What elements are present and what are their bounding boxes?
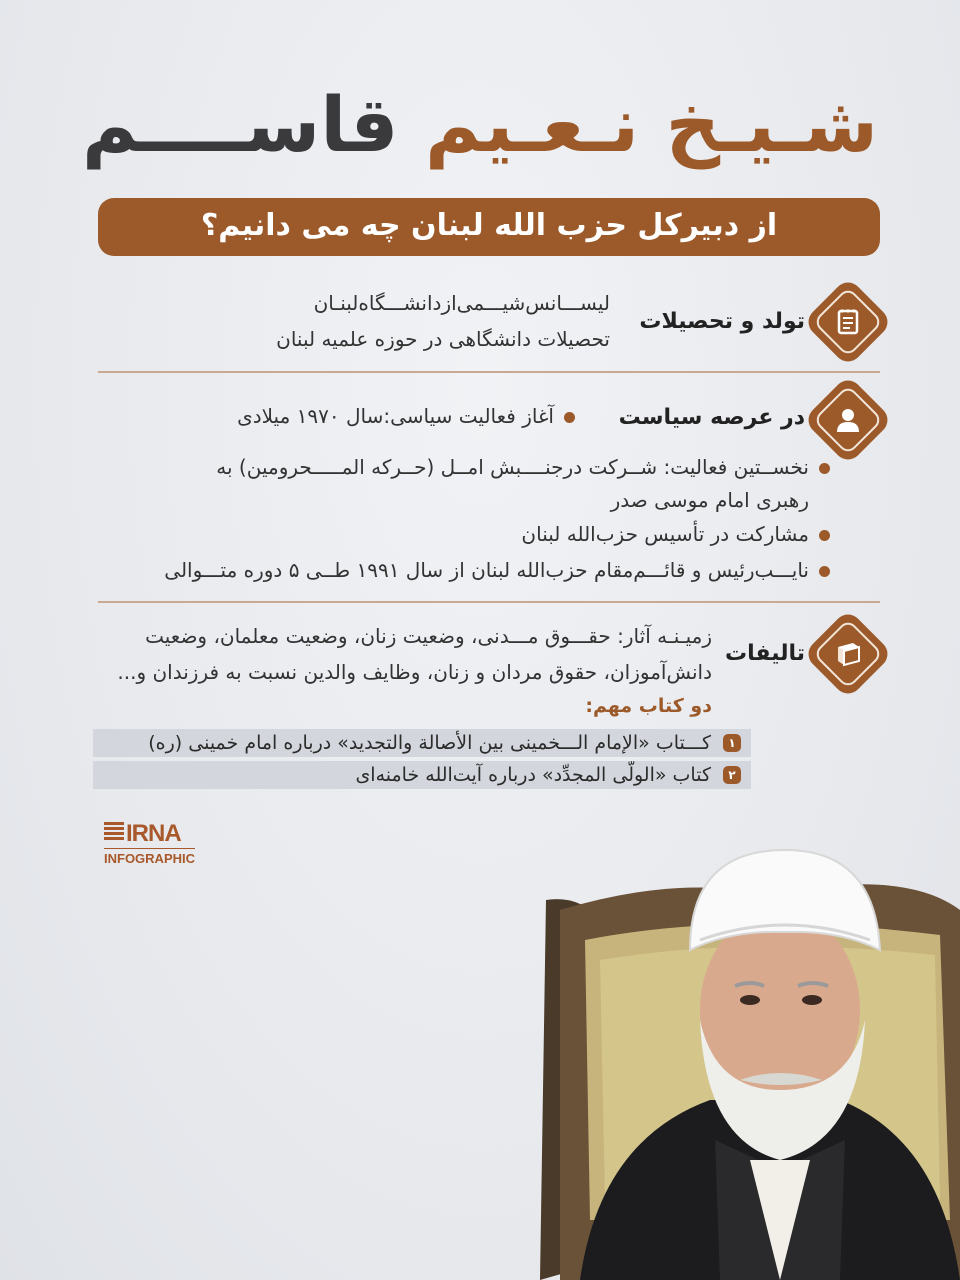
- divider: [98, 601, 880, 603]
- bullet-icon: [819, 463, 830, 474]
- politics-item-text: آغاز فعالیت سیاسی:سال ۱۹۷۰ میلادی: [237, 404, 554, 428]
- politics-item-continuation: رهبری امام موسی صدر: [610, 488, 809, 512]
- politics-item-text: نخســتین فعالیت: شــرکت درجنــــبش امــل (حــرکه المـــــحرومین) به: [216, 455, 809, 479]
- bullet-icon: [819, 530, 830, 541]
- writings-line-1: زمیـنـه آثار: حقـــوق مـــدنی، وضعیت زنان، وضعیت معلمان، وضعیت: [145, 624, 712, 648]
- user-icon: [803, 375, 894, 466]
- education-line-1: لیســـانس‌شیـــمی‌ازدانشـــگاه‌لبنـان: [313, 291, 610, 315]
- page-title: [80, 70, 880, 180]
- irna-logo: [104, 820, 214, 870]
- book-icon: [803, 609, 894, 700]
- education-line-2: تحصیلات دانشگاهی در حوزه علمیه لبنان: [276, 327, 610, 351]
- logo-mark-icon: [104, 822, 124, 844]
- politics-item-text: مشارکت در تأسیس حزب‌الله لبنان: [521, 522, 809, 546]
- logo-sub: INFOGRAPHIC: [104, 848, 195, 866]
- book-number: ۲: [723, 766, 741, 784]
- book-row: [93, 729, 751, 757]
- title-name: شـیـخ نـعـیم: [425, 80, 878, 169]
- section-title-education: تولد و تحصیلات: [639, 309, 805, 334]
- divider: [98, 371, 880, 373]
- books-heading: دو کتاب مهم:: [585, 695, 712, 717]
- section-title-writings: تالیفات: [725, 641, 805, 666]
- notebook-icon: [803, 277, 894, 368]
- politics-item: [164, 558, 830, 582]
- section-title-politics: در عرصه سیاست: [618, 405, 805, 430]
- writings-line-2: دانش‌آموزان، حقوق مردان و زنان، وظایف والدین نسبت به فرزندان و...: [117, 660, 712, 684]
- book-text: کتاب «الولّی المجدِّد» درباره آیت‌الله خامنه‌ای: [355, 764, 711, 786]
- politics-item: [216, 455, 830, 479]
- book-row: [93, 761, 751, 789]
- politics-item: [521, 522, 830, 546]
- portrait-photo: [540, 840, 960, 1280]
- book-text: کـــتاب «الإمام الـــخمینی بین الأصالة والتجدید» درباره امام خمینی (ره): [148, 732, 711, 754]
- title-surname: قاســــم: [82, 80, 399, 169]
- politics-item: [237, 404, 575, 428]
- politics-item-text: نایـــب‌رئیس و قائـــم‌مقام حزب‌الله لبنان از سال ۱۹۹۱ طــی ۵ دوره متـــوالی: [164, 558, 809, 582]
- bullet-icon: [564, 412, 575, 423]
- bullet-icon: [819, 566, 830, 577]
- book-number: ۱: [723, 734, 741, 752]
- logo-name: IRNA: [126, 820, 181, 847]
- subtitle-banner: از دبیرکل حزب الله لبنان چه می دانیم؟: [98, 198, 880, 256]
